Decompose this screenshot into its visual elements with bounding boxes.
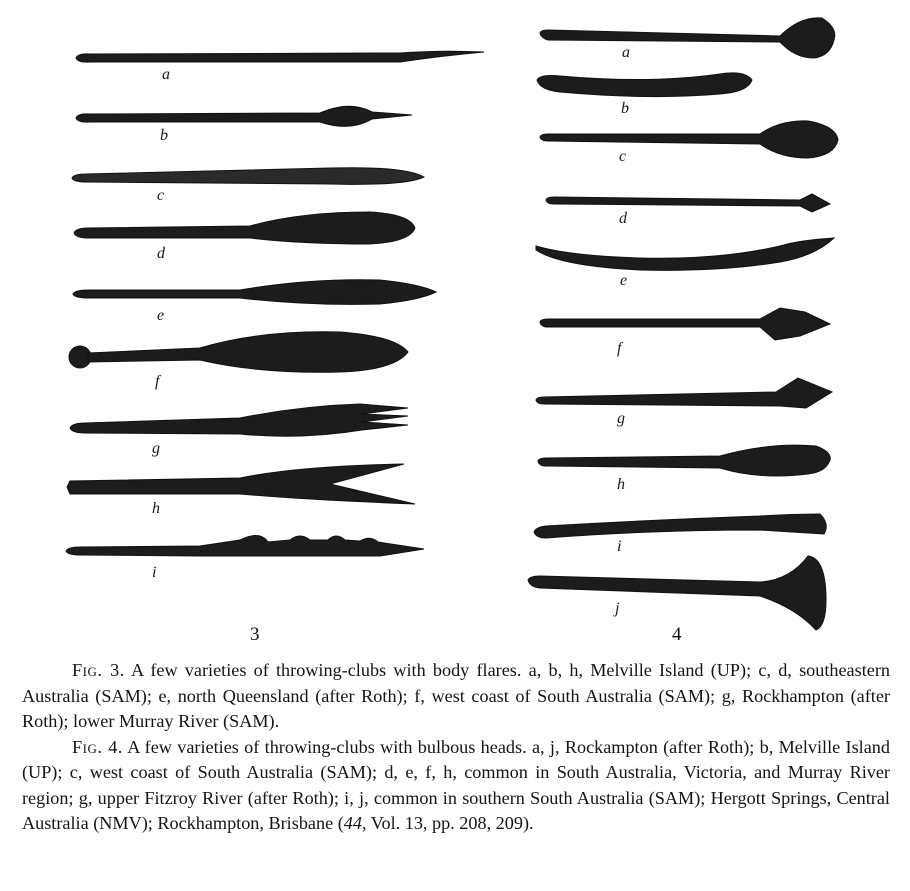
label-4a: a [622, 44, 630, 61]
figure-3-number: 3 [250, 624, 260, 645]
club-4a [540, 18, 835, 58]
figure-4-number: 4 [672, 624, 682, 645]
label-4c: c [619, 148, 627, 165]
club-3b [76, 106, 412, 126]
club-4c [540, 121, 838, 158]
club-4b [537, 73, 752, 97]
caption-fig-3-label: Fig. 3. [72, 660, 125, 680]
club-3g [70, 404, 408, 436]
club-3a [76, 51, 484, 62]
club-3h [67, 464, 415, 504]
club-4g [536, 378, 832, 408]
club-3f [88, 332, 408, 372]
label-4j: j [615, 600, 620, 617]
label-3a: a [162, 66, 170, 83]
club-4j [528, 556, 826, 630]
label-3h: h [152, 500, 160, 517]
label-3d: d [157, 245, 165, 262]
club-4h [538, 445, 830, 476]
label-4e: e [620, 272, 628, 289]
label-3b: b [160, 127, 168, 144]
club-4e [536, 238, 834, 270]
caption-fig-4-text-end: , Vol. 13, pp. 208, 209). [361, 813, 534, 833]
label-4g: g [617, 410, 625, 427]
figure-captions [22, 658, 890, 837]
caption-fig-4-ref: 44 [343, 813, 362, 833]
club-3i [66, 535, 424, 556]
label-4h: h [617, 476, 625, 493]
label-3i: i [152, 564, 157, 581]
club-3c [72, 168, 424, 185]
caption-fig-3-text: A few varieties of throwing-clubs with body flares. a, b, h, Melville Island (UP); c, d, southeastern Australia (SAM); e, north Queensland (after Roth); f, west coast of South Australia (SAM); g, Rockhampton (after Roth); lower Murray River (SAM). [22, 660, 890, 731]
label-4d: d [619, 210, 627, 227]
club-4f [540, 308, 830, 340]
label-3f: f [155, 373, 160, 390]
club-3d [74, 212, 415, 244]
label-4b: b [621, 100, 629, 117]
label-4i: i [617, 538, 622, 555]
club-4d [546, 194, 830, 212]
caption-fig-4-label: Fig. 4. [72, 736, 123, 757]
club-4i [534, 514, 826, 538]
label-4f: f [617, 340, 622, 357]
label-3c: c [157, 187, 165, 204]
club-3e [73, 280, 436, 305]
label-3e: e [157, 307, 165, 324]
caption-fig-4 [22, 735, 890, 837]
caption-fig-3 [22, 658, 890, 735]
label-3g: g [152, 440, 160, 457]
caption-fig-4-text: A few varieties of throwing-clubs with bulbous heads. a, j, Rockampton (after Roth); b, Melville Island (UP); c, west coast of South Australia (SAM); d, e, f, h, common in South Australia, Victoria, and Murray River region; g, upper Fitzroy River (after Roth); i, j, common in southern South Australia (SAM); Hergott Springs, Central Australia (NMV); Rockhampton, Brisbane ( [22, 736, 890, 833]
